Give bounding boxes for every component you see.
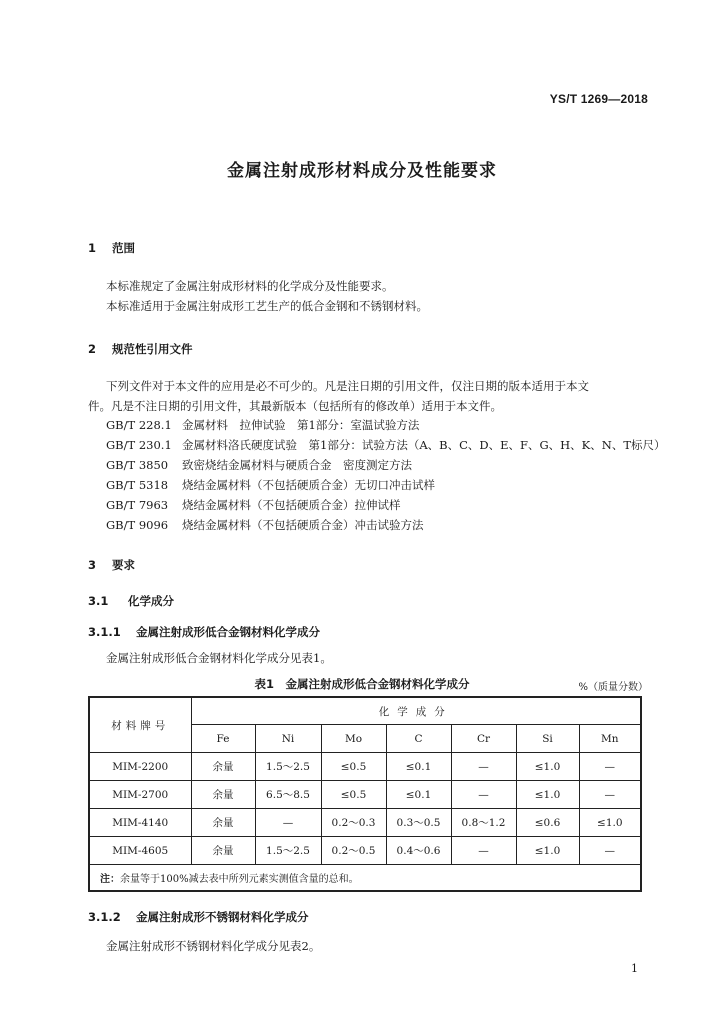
table-header-cell: Si bbox=[516, 725, 579, 753]
table-cell: 0.2～0.5 bbox=[321, 837, 386, 865]
table-cell: ≤0.1 bbox=[386, 753, 451, 781]
table-cell: — bbox=[451, 837, 516, 865]
table-cell: 1.5～2.5 bbox=[255, 753, 321, 781]
table-cell: ≤0.5 bbox=[321, 753, 386, 781]
section-1-paragraph-1: 本标准规定了金属注射成形材料的化学成分及性能要求。 bbox=[106, 279, 394, 293]
subsection-3-1-1-number: 3.1.1 bbox=[88, 625, 121, 639]
table-cell: — bbox=[451, 781, 516, 809]
reference-code: GB/T 9096 bbox=[106, 518, 169, 532]
reference-code: GB/T 3850 bbox=[106, 458, 169, 472]
reference-title: 金属材料 拉伸试验 第1部分：室温试验方法 bbox=[182, 418, 420, 432]
section-2-number: 2 bbox=[88, 342, 97, 356]
table-cell: 余量 bbox=[191, 781, 255, 809]
standard-code: YS/T 1269—2018 bbox=[549, 92, 648, 106]
table-cell: 0.3～0.5 bbox=[386, 809, 451, 837]
table-cell: 余量 bbox=[191, 809, 255, 837]
table-cell: 6.5～8.5 bbox=[255, 781, 321, 809]
table-1 bbox=[88, 696, 642, 892]
table-header-cell: Mo bbox=[321, 725, 386, 753]
document-title: 金属注射成形材料成分及性能要求 bbox=[227, 161, 497, 181]
reference-title: 烧结金属材料（不包括硬质合金）冲击试验方法 bbox=[182, 518, 424, 532]
table-header-cell: Mn bbox=[579, 725, 641, 753]
table-cell-grade: MIM-4605 bbox=[89, 837, 191, 865]
reference-title: 烧结金属材料（不包括硬质合金）拉伸试样 bbox=[182, 498, 401, 512]
subsection-3-1-title: 化学成分 bbox=[128, 594, 174, 608]
reference-code: GB/T 5318 bbox=[106, 478, 169, 492]
reference-item bbox=[106, 477, 435, 493]
table-header-cell: Fe bbox=[191, 725, 255, 753]
reference-code: GB/T 7963 bbox=[106, 498, 169, 512]
reference-item bbox=[106, 497, 401, 513]
reference-title: 烧结金属材料（不包括硬质合金）无切口冲击试样 bbox=[182, 478, 435, 492]
table-row bbox=[89, 753, 641, 781]
section-1-number: 1 bbox=[88, 241, 97, 255]
subsection-3-1-1-text: 金属注射成形低合金钢材料化学成分见表1。 bbox=[106, 651, 332, 665]
subsection-3-1-number: 3.1 bbox=[88, 594, 109, 608]
table-cell: ≤1.0 bbox=[516, 837, 579, 865]
section-2-intro-line-2: 件。凡是不注日期的引用文件，其最新版本（包括所有的修改单）适用于本文件。 bbox=[88, 399, 502, 413]
subsection-3-1-1-title: 金属注射成形低合金钢材料化学成分 bbox=[136, 625, 320, 639]
table-cell: ≤0.1 bbox=[386, 781, 451, 809]
reference-title: 金属材料洛氏硬度试验 第1部分：试验方法（A、B、C、D、E、F、G、H、K、N、T标尺） bbox=[182, 438, 666, 452]
reference-code: GB/T 228.1 bbox=[106, 418, 172, 432]
section-3-title: 要求 bbox=[112, 558, 135, 572]
table-cell-grade: MIM-2700 bbox=[89, 781, 191, 809]
table-header-cell: Cr bbox=[451, 725, 516, 753]
subsection-3-1-2-text: 金属注射成形不锈钢材料化学成分见表2。 bbox=[106, 939, 321, 953]
table-cell: 余量 bbox=[191, 837, 255, 865]
subsection-3-1-2-number: 3.1.2 bbox=[88, 910, 121, 924]
table-cell: 0.4～0.6 bbox=[386, 837, 451, 865]
subsection-3-1-1-heading bbox=[88, 624, 320, 640]
table-cell: 余量 bbox=[191, 753, 255, 781]
table-row bbox=[89, 837, 641, 865]
subsection-3-1-2-title: 金属注射成形不锈钢材料化学成分 bbox=[136, 910, 309, 924]
table-cell: ≤0.6 bbox=[516, 809, 579, 837]
reference-item bbox=[106, 437, 666, 453]
table-cell-grade: MIM-4140 bbox=[89, 809, 191, 837]
table-cell: ≤0.5 bbox=[321, 781, 386, 809]
table-cell: — bbox=[255, 809, 321, 837]
section-2-intro-line-1: 下列文件对于本文件的应用是必不可少的。凡是注日期的引用文件，仅注日期的版本适用于本文 bbox=[106, 379, 589, 393]
table-cell: — bbox=[579, 781, 641, 809]
table-row bbox=[89, 781, 641, 809]
table-cell: ≤1.0 bbox=[516, 753, 579, 781]
section-1-title: 范围 bbox=[112, 241, 135, 255]
reference-code: GB/T 230.1 bbox=[106, 438, 172, 452]
table-1-caption: 表1 金属注射成形低合金钢材料化学成分 bbox=[254, 677, 470, 691]
section-2-heading bbox=[88, 341, 193, 357]
section-1-heading bbox=[88, 240, 135, 256]
table-note-label: 注： bbox=[100, 874, 120, 885]
reference-item bbox=[106, 517, 424, 533]
table-cell: 0.8～1.2 bbox=[451, 809, 516, 837]
section-1-paragraph-2: 本标准适用于金属注射成形工艺生产的低合金钢和不锈钢材料。 bbox=[106, 299, 428, 313]
table-cell: — bbox=[451, 753, 516, 781]
table-cell: — bbox=[579, 837, 641, 865]
reference-item bbox=[106, 417, 419, 433]
table-1-unit: %（质量分数） bbox=[578, 682, 648, 693]
section-3-heading bbox=[88, 557, 135, 573]
table-cell: 1.5～2.5 bbox=[255, 837, 321, 865]
table-cell: — bbox=[579, 753, 641, 781]
table-cell: ≤1.0 bbox=[516, 781, 579, 809]
table-cell: 0.2～0.3 bbox=[321, 809, 386, 837]
table-cell-grade: MIM-2200 bbox=[89, 753, 191, 781]
section-3-number: 3 bbox=[88, 558, 97, 572]
page-number: 1 bbox=[631, 962, 638, 975]
section-2-title: 规范性引用文件 bbox=[112, 342, 193, 356]
table-header-cell: Ni bbox=[255, 725, 321, 753]
table-header-cell: C bbox=[386, 725, 451, 753]
table-header-material: 材料牌号 bbox=[89, 697, 191, 753]
reference-item bbox=[106, 457, 412, 473]
table-cell: ≤1.0 bbox=[579, 809, 641, 837]
table-note-text: 余量等于100%减去表中所列元素实测值含量的总和。 bbox=[120, 874, 359, 885]
table-1-note bbox=[89, 865, 641, 892]
table-row bbox=[89, 809, 641, 837]
subsection-3-1-heading bbox=[88, 593, 174, 609]
subsection-3-1-2-heading bbox=[88, 909, 309, 925]
reference-title: 致密烧结金属材料与硬质合金 密度测定方法 bbox=[182, 458, 412, 472]
table-header-chemical-composition: 化学成分 bbox=[191, 697, 641, 725]
